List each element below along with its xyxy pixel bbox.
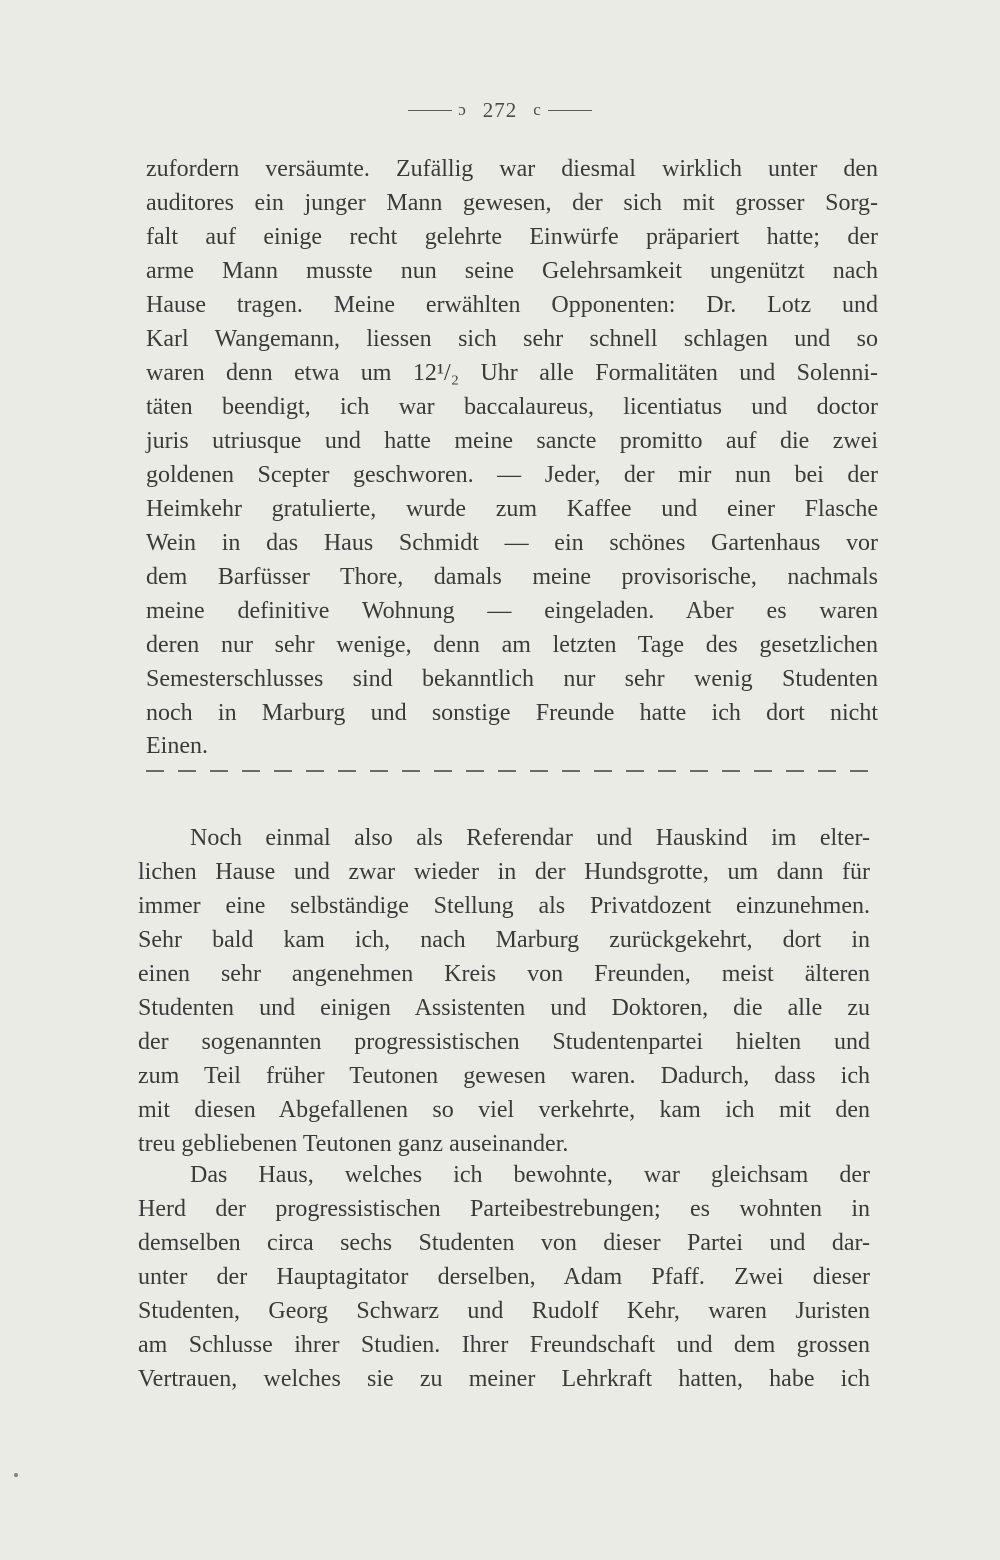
- text-line: Noch einmal also als Referendar und Hauskind im elter-: [190, 825, 870, 851]
- text-line: waren denn etwa um 12¹/₂ Uhr alle Formalitäten und Solenni-: [146, 360, 878, 386]
- text-line: goldenen Scepter geschworen. — Jeder, der mir nun bei der: [146, 462, 878, 488]
- text-line: demselben circa sechs Studenten von dieser Partei und dar-: [138, 1230, 870, 1256]
- text-line: treu gebliebenen Teutonen ganz auseinander.: [138, 1131, 569, 1157]
- text-line: Hause tragen. Meine erwählten Opponenten: Dr. Lotz und: [146, 292, 878, 318]
- header-rule-right: [548, 110, 592, 111]
- text-line: der sogenannten progressistischen Studentenpartei hielten und: [138, 1029, 870, 1055]
- text-line: Einen.: [146, 733, 208, 759]
- text-line: zufordern versäumte. Zufällig war diesmal wirklich unter den: [146, 156, 878, 182]
- text-line: Wein in das Haus Schmidt — ein schönes Gartenhaus vor: [146, 530, 878, 556]
- text-line: Studenten, Georg Schwarz und Rudolf Kehr, waren Juristen: [138, 1298, 870, 1324]
- text-line: Studenten und einigen Assistenten und Doktoren, die alle zu: [138, 995, 870, 1021]
- text-line: mit diesen Abgefallenen so viel verkehrte, kam ich mit den: [138, 1097, 870, 1123]
- header-rule-left: [408, 110, 452, 111]
- text-line: meine definitive Wohnung — eingeladen. Aber es waren: [146, 598, 878, 624]
- paper-speck: [14, 1473, 18, 1477]
- text-line: Herd der progressistischen Parteibestrebungen; es wohnten in: [138, 1196, 870, 1222]
- text-line: arme Mann musste nun seine Gelehrsamkeit ungenützt nach: [146, 258, 878, 284]
- text-line: falt auf einige recht gelehrte Einwürfe präpariert hatte; der: [146, 224, 878, 250]
- text-line: immer eine selbständige Stellung als Privatdozent einzunehmen.: [138, 893, 870, 919]
- ornament-left: ɔ: [458, 100, 467, 120]
- text-line: Vertrauen, welches sie zu meiner Lehrkraft hatten, habe ich: [138, 1366, 870, 1392]
- text-line: deren nur sehr wenige, denn am letzten Tage des gesetzlichen: [146, 632, 878, 658]
- text-line: am Schlusse ihrer Studien. Ihrer Freundschaft und dem grossen: [138, 1332, 870, 1358]
- text-line: lichen Hause und zwar wieder in der Hundsgrotte, um dann für: [138, 859, 870, 885]
- text-line: Semesterschlusses sind bekanntlich nur sehr wenig Studenten: [146, 666, 878, 692]
- text-line: einen sehr angenehmen Kreis von Freunden, meist älteren: [138, 961, 870, 987]
- text-line: unter der Hauptagitator derselben, Adam Pfaff. Zwei dieser: [138, 1264, 870, 1290]
- text-line: noch in Marburg und sonstige Freunde hatte ich dort nicht: [146, 700, 878, 726]
- text-line: Karl Wangemann, liessen sich sehr schnell schlagen und so: [146, 326, 878, 352]
- text-line: täten beendigt, ich war baccalaureus, licentiatus und doctor: [146, 394, 878, 420]
- text-line: Heimkehr gratulierte, wurde zum Kaffee und einer Flasche: [146, 496, 878, 522]
- ornament-right: c: [533, 100, 542, 120]
- text-line: zum Teil früher Teutonen gewesen waren. Dadurch, dass ich: [138, 1063, 870, 1089]
- text-line: dem Barfüsser Thore, damals meine provisorische, nachmals: [146, 564, 878, 590]
- section-divider: [146, 770, 878, 772]
- text-line: auditores ein junger Mann gewesen, der sich mit grosser Sorg-: [146, 190, 878, 216]
- text-line: Das Haus, welches ich bewohnte, war gleichsam der: [190, 1162, 870, 1188]
- text-line: Sehr bald kam ich, nach Marburg zurückgekehrt, dort in: [138, 927, 870, 953]
- text-line: juris utriusque und hatte meine sancte promitto auf die zwei: [146, 428, 878, 454]
- page-number: 272: [482, 97, 518, 122]
- page-header: [0, 96, 1000, 123]
